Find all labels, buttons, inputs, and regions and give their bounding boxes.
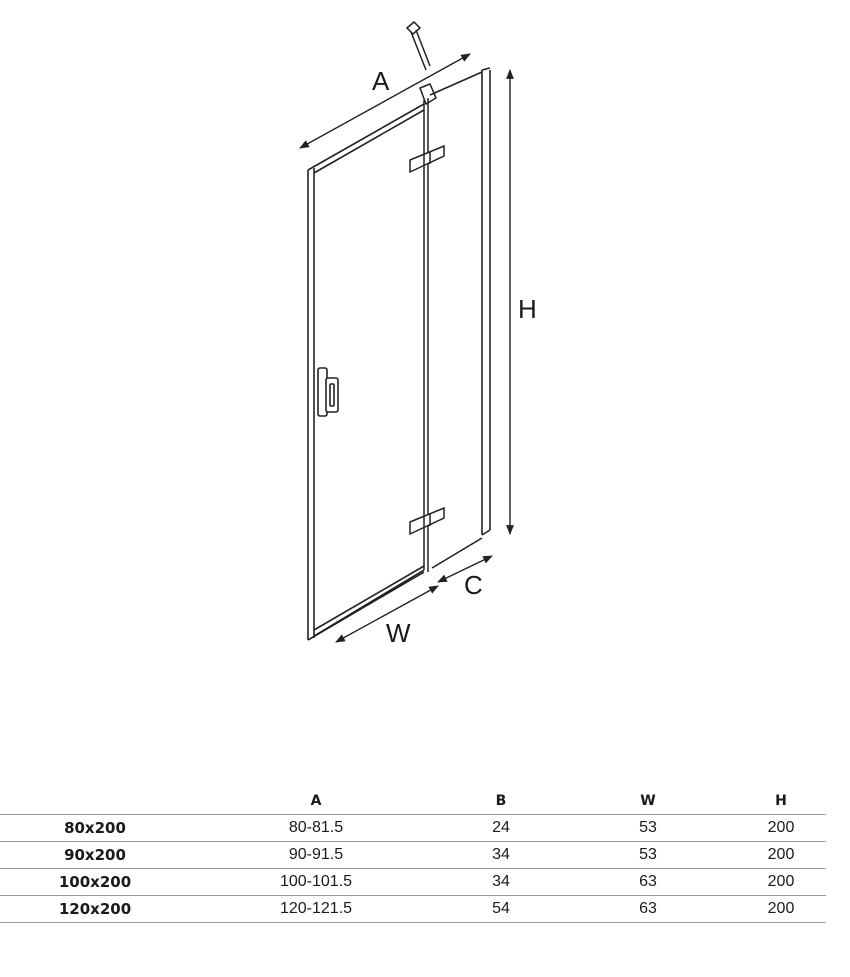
cell-w: 53 [560,842,736,869]
table-row [0,869,826,896]
cell-h: 200 [736,815,826,842]
header-a: A [310,793,322,809]
dimension-a-label: A [372,66,390,96]
cell-model: 90x200 [0,842,190,869]
cell-a: 90-91.5 [190,842,442,869]
cell-w: 53 [560,815,736,842]
table-header-row [0,788,826,815]
cell-b: 34 [442,869,560,896]
dimension-c-label: C [464,570,483,600]
cell-h: 200 [736,896,826,923]
cell-a: 120-121.5 [190,896,442,923]
hinge-upper [410,146,444,172]
cell-h: 200 [736,869,826,896]
header-b: B [495,793,507,809]
cell-b: 24 [442,815,560,842]
header-h: H [775,793,787,809]
cell-w: 63 [560,869,736,896]
door-handle [318,368,338,416]
cell-w: 63 [560,896,736,923]
fixed-panel [430,68,490,568]
wall-bracket [407,22,436,104]
cell-a: 80-81.5 [190,815,442,842]
dimension-table [0,788,826,923]
dimension-w-label: W [386,618,411,648]
cell-b: 54 [442,896,560,923]
cell-model: 80x200 [0,815,190,842]
cell-h: 200 [736,842,826,869]
table-row [0,842,826,869]
header-w: W [640,793,656,809]
cell-model: 120x200 [0,896,190,923]
cell-a: 100-101.5 [190,869,442,896]
table-row [0,896,826,923]
header-model [0,788,190,815]
table-row [0,815,826,842]
dimension-h-label: H [518,294,537,324]
hinge-lower [410,508,444,534]
cell-b: 34 [442,842,560,869]
hinge-profile [424,98,428,572]
cell-model: 100x200 [0,869,190,896]
